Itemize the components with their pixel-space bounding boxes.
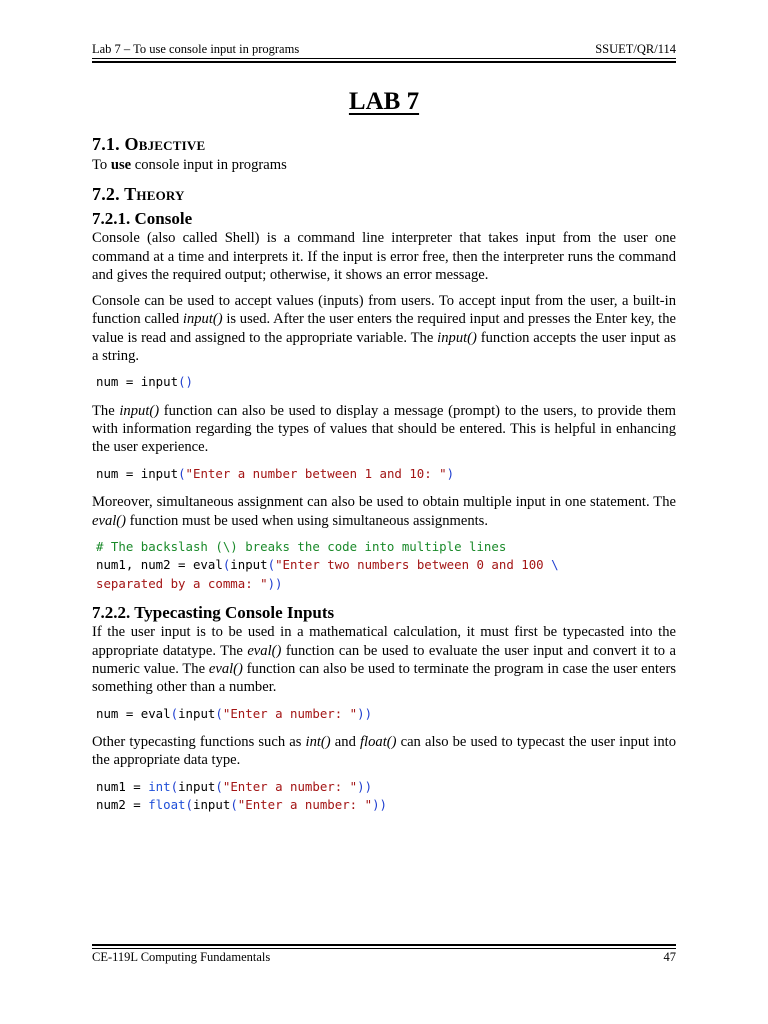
- console-heading: 7.2.1. Console: [92, 209, 193, 229]
- code-block-int-float: num1 = int(input("Enter a number: ")) num2 = float(input("Enter a number: ")): [96, 778, 387, 813]
- objective-text: To use console input in programs: [92, 157, 287, 173]
- typecasting-paragraph-1: If the user input is to be used in a mathematical calculation, it must first be typecasted into the appropriate datatype. The eval() function can be used to evaluate the user input and convert it to a numeric value. The eval() function can also be used to terminate the program in case the user enters something other than a number.: [92, 624, 677, 696]
- footer-rule-thick: [92, 944, 676, 946]
- typecasting-paragraph-2: Other typecasting functions such as int() and float() can also be used to typecast the user input into the appropriate data type.: [92, 734, 677, 769]
- console-paragraph-4: Moreover, simultaneous assignment can also be used to obtain multiple input in one statement. The eval() function must be used when using simultaneous assignments.: [92, 494, 676, 529]
- objective-heading: 7.1. Objective: [92, 134, 206, 154]
- page-number: 47: [663, 950, 676, 964]
- header-doc-code: SSUET/QR/114: [595, 42, 676, 56]
- header-title: Lab 7 – To use console input in programs: [92, 42, 300, 56]
- code-block-eval: num = eval(input("Enter a number: ")): [96, 705, 373, 721]
- code-block-simultaneous: # The backslash (\) breaks the code into multiple lines num1, num2 = eval(input("Enter two numbers between 0 and 100 \ separated by a comma: ")): [96, 538, 559, 591]
- lab-title: LAB 7: [348, 88, 420, 115]
- theory-heading: 7.2. Theory: [92, 184, 185, 205]
- header-rule-thick: [92, 61, 676, 63]
- header-rule-thin: [92, 58, 676, 59]
- main-content: [92, 128, 676, 825]
- footer-course: CE-119L Computing Fundamentals: [92, 950, 271, 964]
- console-paragraph-1: Console (also called Shell) is a command line interpreter that takes input from the user one command at a time and interprets it. If the input is error free, then the interpreter runs the command and gives the required output; otherwise, it shows an error message.: [92, 230, 676, 283]
- page-header: [92, 42, 676, 58]
- footer-rule-thin: [92, 948, 676, 949]
- document-page: [92, 0, 676, 1024]
- code-block-input: num = input(): [96, 374, 193, 390]
- typecasting-heading: 7.2.2. Typecasting Console Inputs: [92, 603, 335, 623]
- console-paragraph-3: The input() function can also be used to display a message (prompt) to the users, to provide them with information regarding the types of values that should be entered. This is helpful in enhancing the user experience.: [92, 402, 677, 456]
- code-block-input-prompt: num = input("Enter a number between 1 and 10: "): [96, 465, 455, 481]
- console-paragraph-2: Console can be used to accept values (inputs) from users. To accept input from the user, a built-in function called input() is used. After the user enters the required input and presses the Enter key, the value is read and assigned to the appropriate variable. The input() function accepts the user input as a string.: [92, 293, 676, 365]
